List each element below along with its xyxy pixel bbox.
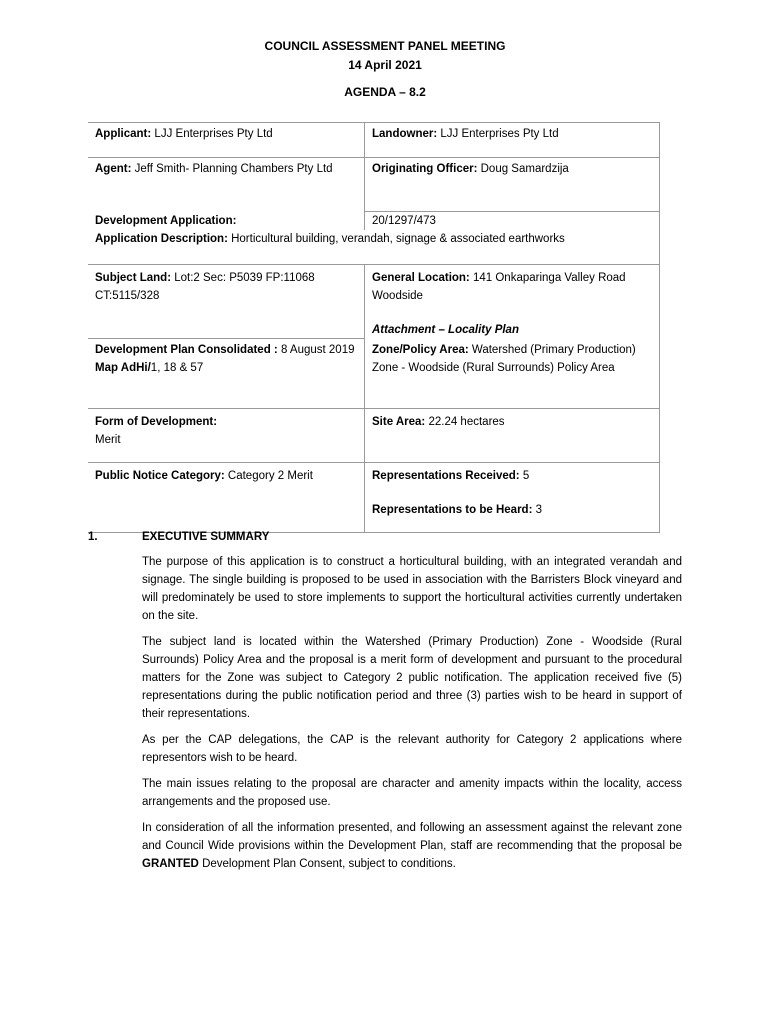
zone-value: Watershed (Primary Production) Zone - Woodside (Rural Surrounds) Policy Area: [372, 343, 636, 374]
applicant-cell: [88, 123, 365, 158]
reps-heard-value: 3: [532, 504, 542, 516]
map-value: 1, 18 & 57: [150, 362, 204, 374]
form-label: Form of Development:: [95, 416, 218, 428]
dev-app-value-cell: [365, 212, 660, 231]
subject-land-cell: [88, 264, 365, 339]
subject-land-value: Lot:2 Sec: P5039 FP:11068 CT:5115/328: [95, 271, 315, 302]
dev-app-label-cell: [88, 212, 365, 231]
public-notice-cell: [88, 463, 365, 533]
form-cell: [88, 409, 365, 463]
p5-granted: GRANTED: [142, 858, 199, 870]
table-row: [88, 264, 660, 339]
table-row: [88, 158, 660, 212]
site-area-value: 22.24 hectares: [425, 416, 505, 428]
map-label: Map AdHi/: [95, 362, 151, 374]
summary-paragraph-1: The purpose of this application is to construct a horticultural building, with an integrated verandah and signage. The single building is proposed to be used in association with the Barristers Block vineyard and will predominately be used to store implements to support the horticultural activities currently undertaken on the site.: [142, 556, 682, 622]
public-notice-value: Category 2 Merit: [224, 470, 313, 482]
officer-value: Doug Samardzija: [477, 163, 569, 175]
meeting-date: 14 April 2021: [348, 58, 422, 72]
representations-cell: [365, 463, 660, 533]
summary-paragraph-2: The subject land is located within the Watershed (Primary Production) Zone - Woodside (Rural Surrounds) Policy Area and the proposal is a merit form of development and pursuant to the procedural matters for the Zone was subject to Category 2 public notification. The application received five (5) representations during the public notification period and three (3) parties wish to be heard in support of their representations.: [142, 636, 682, 720]
applicant-value: LJJ Enterprises Pty Ltd: [151, 128, 273, 140]
dev-app-value: 20/1297/473: [372, 215, 436, 227]
agent-cell: [88, 158, 365, 212]
meeting-title: COUNCIL ASSESSMENT PANEL MEETING: [264, 39, 506, 53]
landowner-label: Landowner:: [372, 128, 438, 140]
subject-land-label: Subject Land:: [95, 271, 172, 284]
p5-text-after: Development Plan Consent, subject to conditions.: [198, 858, 456, 870]
table-row: [88, 409, 660, 463]
public-notice-label: Public Notice Category:: [95, 470, 225, 482]
landowner-cell: [365, 123, 660, 158]
table-row: [88, 123, 660, 158]
landowner-value: LJJ Enterprises Pty Ltd: [437, 128, 559, 140]
table-row: [88, 463, 660, 533]
table-row: [88, 339, 660, 409]
general-location-value: 141 Onkaparinga Valley Road Woodside: [372, 271, 626, 302]
executive-summary: [142, 553, 682, 881]
app-desc-value: Horticultural building, verandah, signage & associated earthworks: [227, 233, 565, 245]
section-number: 1.: [88, 531, 98, 543]
section-title: EXECUTIVE SUMMARY: [142, 531, 270, 543]
applicant-label: Applicant:: [95, 128, 152, 140]
attachment-label: Attachment – Locality Plan: [372, 323, 519, 336]
dev-plan-value: 8 August 2019: [277, 344, 355, 356]
officer-label: Originating Officer:: [372, 163, 478, 175]
app-desc-label: Application Description:: [95, 233, 228, 245]
summary-paragraph-4: The main issues relating to the proposal are character and amenity impacts within the locality, access arrangements and the proposed use.: [142, 778, 682, 808]
reps-received-label: Representations Received:: [372, 470, 520, 482]
general-location-label: General Location:: [372, 271, 470, 284]
agent-value: Jeff Smith- Planning Chambers Pty Ltd: [131, 163, 333, 175]
officer-cell: [365, 158, 660, 212]
summary-paragraph-5: [142, 819, 682, 873]
site-area-cell: [365, 409, 660, 463]
app-desc-cell: [88, 230, 660, 264]
p5-text-before: In consideration of all the information presented, and following an assessment against the relevant zone and Council Wide provisions within the Development Plan, staff are recommending that the proposal be: [142, 822, 682, 852]
summary-paragraph-3: As per the CAP delegations, the CAP is the relevant authority for Category 2 applications where representors wish to be heard.: [142, 734, 682, 764]
agenda-number: AGENDA – 8.2: [344, 85, 426, 99]
agent-label: Agent:: [95, 163, 132, 175]
site-area-label: Site Area:: [372, 416, 426, 428]
dev-plan-label: Development Plan Consolidated :: [95, 344, 278, 356]
application-details-table: [88, 122, 660, 533]
zone-label: Zone/Policy Area:: [372, 343, 469, 356]
dev-plan-cell: [88, 339, 365, 409]
dev-app-label: Development Application:: [95, 214, 237, 227]
table-row: [88, 230, 660, 264]
zone-cell: [365, 339, 660, 409]
table-row: [88, 212, 660, 231]
general-location-cell: [365, 264, 660, 339]
form-value: Merit: [95, 434, 121, 446]
reps-received-value: 5: [519, 470, 530, 482]
reps-heard-label: Representations to be Heard:: [372, 504, 533, 516]
